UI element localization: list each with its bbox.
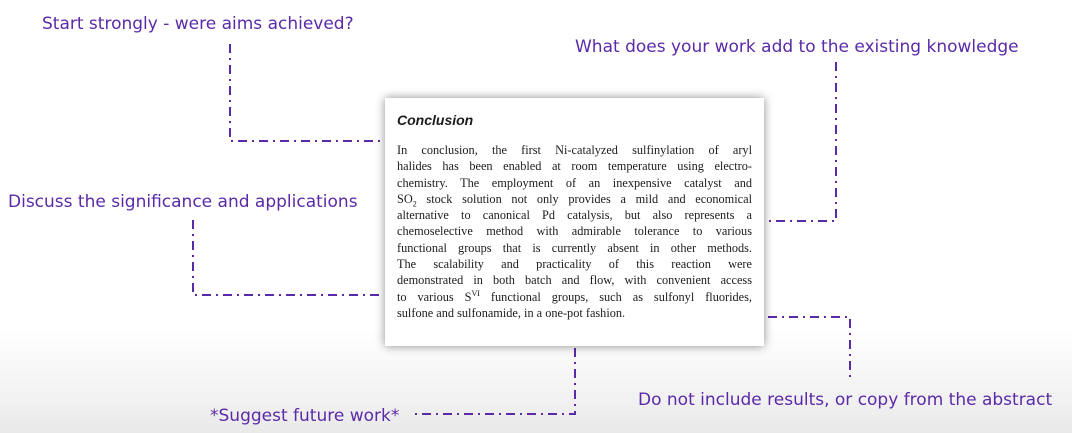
conclusion-line: In conclusion, the first Ni-catalyzed sulfinylation of aryl bbox=[397, 143, 752, 157]
conclusion-line: alternative to canonical Pd catalysis, but also represents a bbox=[397, 208, 752, 223]
annotation-no-results: Do not include results, or copy from the abstract bbox=[638, 390, 1053, 410]
connector-start-strongly bbox=[230, 44, 383, 141]
conclusion-line: to various $S^{VI}$ functional groups, such as sulfonyl fluorides, bbox=[397, 288, 752, 304]
connector-future-work bbox=[414, 348, 575, 414]
conclusion-line: The scalability and practicality of this reaction were bbox=[397, 257, 752, 272]
conclusion-line: chemistry. The employment of an inexpensive catalyst and bbox=[397, 175, 752, 190]
annotation-future-work: *Suggest future work* bbox=[210, 406, 400, 426]
connector-no-results bbox=[768, 317, 850, 380]
connector-existing-knowledge bbox=[768, 62, 836, 221]
annotation-start-strongly: Start strongly - were aims achieved? bbox=[42, 14, 354, 34]
conclusion-heading: Conclusion bbox=[397, 112, 474, 128]
conclusion-body bbox=[397, 142, 752, 321]
conclusion-line: demonstrated in both batch and flow, with convenient access bbox=[397, 273, 752, 288]
connector-significance bbox=[193, 220, 383, 295]
conclusion-line: functional groups that is currently absent in other methods. bbox=[397, 240, 752, 255]
conclusion-line: halides has been enabled at room temperature using electro- bbox=[397, 159, 752, 174]
annotation-existing-knowledge: What does your work add to the existing knowledge bbox=[575, 37, 1019, 57]
conclusion-line: sulfone and sulfonamide, in a one-pot fashion. bbox=[397, 305, 626, 320]
conclusion-line: $SO_2$ stock solution not only provides a mild and economical bbox=[397, 191, 752, 209]
conclusion-line: chemoselective method with admirable tolerance to various bbox=[397, 224, 752, 239]
conclusion-excerpt bbox=[385, 98, 764, 346]
annotation-significance: Discuss the significance and applications bbox=[8, 192, 358, 212]
